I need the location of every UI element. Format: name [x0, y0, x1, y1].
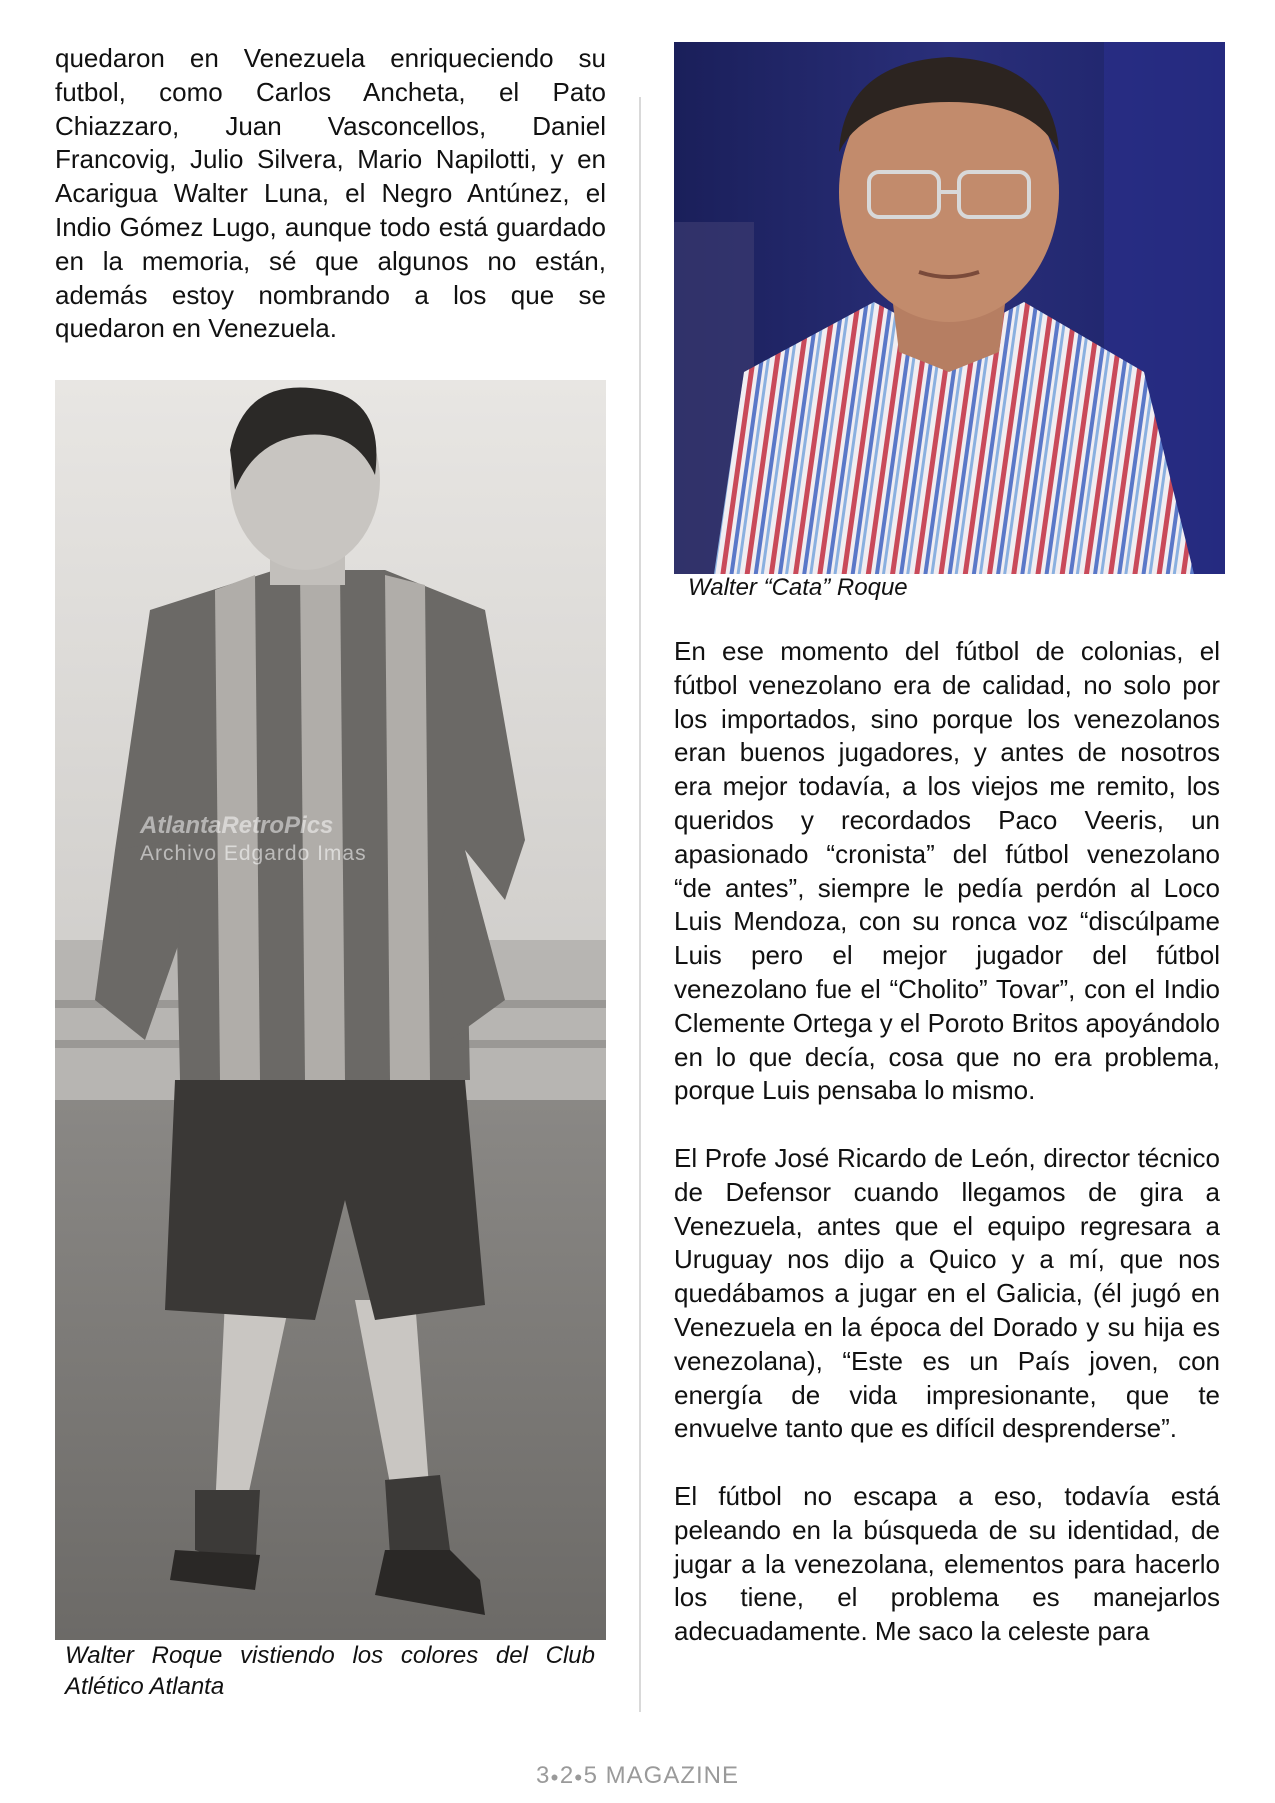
watermark-title: AtlantaRetroPics	[140, 812, 334, 839]
right-paragraph-3: El fútbol no escapa a eso, todavía está peleando en la búsqueda de su identidad, de jugar a la venezolana, elementos para hacerlo los tiene, el problema es manejarlos adecuadamente. Me saco la celeste para	[674, 1481, 1220, 1647]
footer-dot-icon: ●	[574, 1768, 584, 1785]
footer-dot-icon: ●	[550, 1768, 560, 1785]
footer-label: MAGAZINE	[605, 1762, 740, 1789]
column-divider	[639, 97, 641, 1712]
footer-number-2: 2	[559, 1762, 575, 1789]
right-column-block-1	[674, 635, 1220, 1108]
footer-number-1: 3	[535, 1762, 551, 1789]
right-column-block-3	[674, 1480, 1220, 1649]
right-column-block-2	[674, 1142, 1220, 1446]
watermark-subtitle: Archivo Edgardo Imas	[140, 842, 367, 865]
left-paragraph-1: quedaron en Venezuela enriqueciendo su futbol, como Carlos Ancheta, el Pato Chiazzaro, Juan Vasconcellos, Daniel Francovig, Julio Silvera, Mario Napilotti, y en Acarigua Walter Luna, el Negro Antúnez, el Indio Gómez Lugo, aunque todo está guardado en la memoria, sé que algunos no están, además estoy nombrando a los que se quedaron en Venezuela.	[55, 43, 606, 344]
right-paragraph-2: El Profe José Ricardo de León, director técnico de Defensor cuando llegamos de gira a Venezuela, antes que el equipo regresara a Uruguay nos dijo a Quico y a mí, que nos quedábamos a jugar en el Galicia, (él jugó en Venezuela en la época del Dorado y su hija es venezolana), “Este es un País joven, con energía de vida impresionante, que te envuelve tanto que es difícil desprenderse”.	[674, 1143, 1220, 1444]
right-paragraph-1: En ese momento del fútbol de colonias, el fútbol venezolano era de calidad, no solo por los importados, sino porque los venezolanos eran buenos jugadores, y antes de nosotros era mejor todavía, a los viejos me remito, los queridos y recordados Paco Veeris, un apasionado “cronista” del fútbol venezolano “de antes”, siempre le pedía perdón al Loco Luis Mendoza, con su ronca voz “discúlpame Luis pero el mejor jugador del fútbol venezolano fue el “Cholito” Tovar”, con el Indio Clemente Ortega y el Poroto Britos apoyándolo en lo que decía, cosa que no era problema, porque Luis pensaba lo mismo.	[674, 636, 1220, 1106]
player-vintage-illustration	[55, 380, 606, 1640]
photo-watermark	[140, 812, 440, 868]
left-column	[55, 42, 606, 346]
footer-number-3: 5	[583, 1762, 598, 1789]
player-vintage-photo	[55, 380, 606, 1640]
portrait-illustration	[674, 42, 1225, 574]
right-photo-caption: Walter “Cata” Roque	[688, 574, 908, 601]
portrait-photo	[674, 42, 1225, 574]
magazine-footer	[0, 1762, 1275, 1790]
left-photo-caption-box	[65, 1640, 595, 1702]
left-photo-caption: Walter Roque vistiendo los colores del Club Atlético Atlanta	[65, 1642, 595, 1700]
right-photo-caption-box	[688, 572, 1208, 603]
